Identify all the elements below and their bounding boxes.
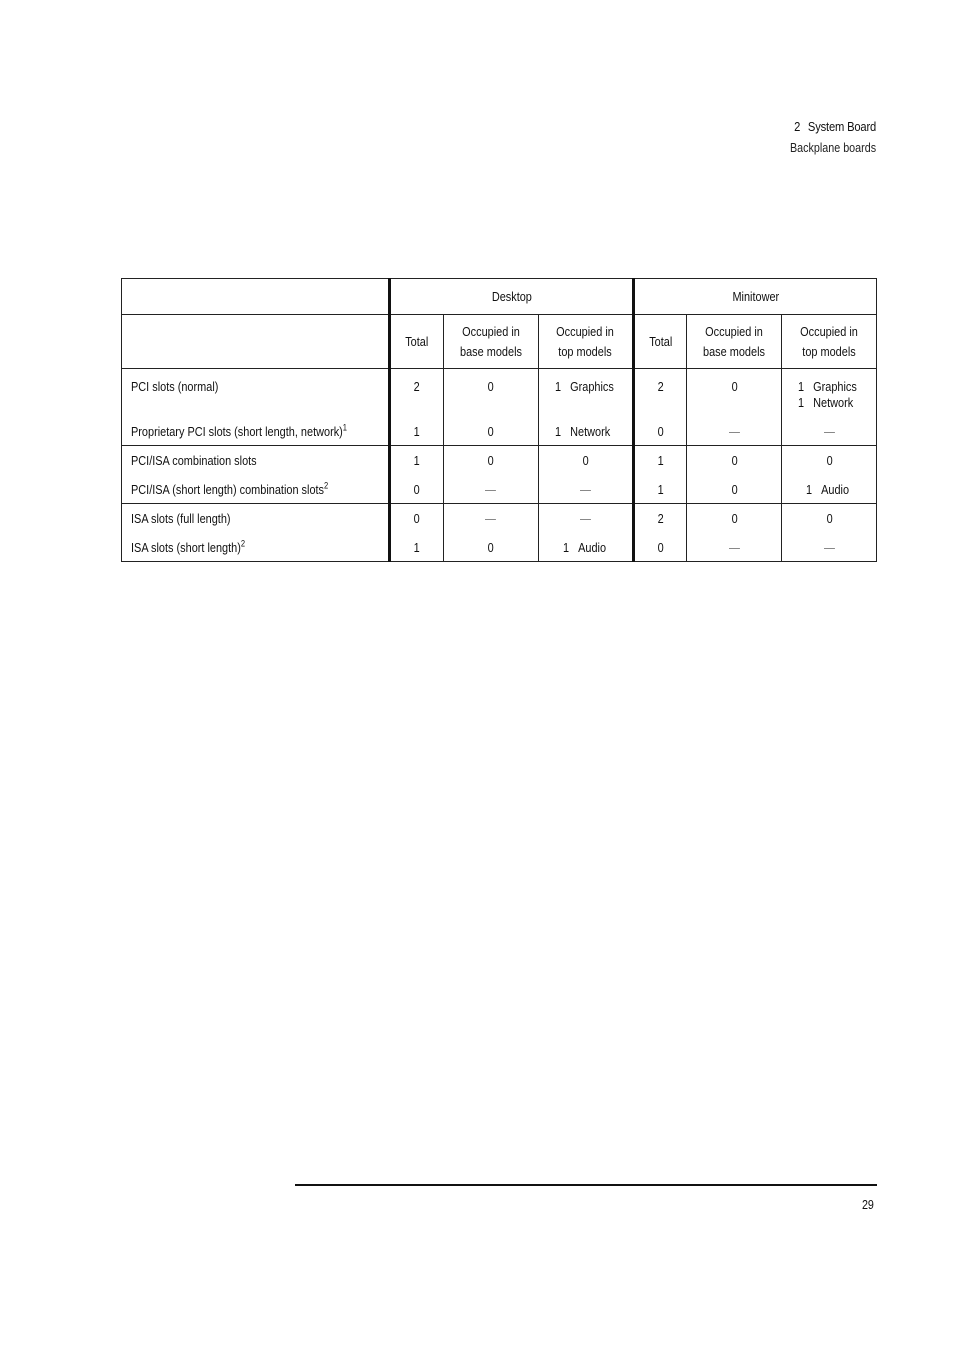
minitower-top-cell: — bbox=[782, 533, 877, 562]
desktop-total-cell: 0 bbox=[390, 475, 443, 504]
minitower-top-cell bbox=[782, 475, 877, 504]
table-row bbox=[122, 504, 877, 533]
footnote-marker: 2 bbox=[324, 480, 329, 491]
minitower-base-cell: 0 bbox=[687, 475, 782, 504]
table-row bbox=[122, 369, 877, 417]
row-label: PCI slots (normal) bbox=[122, 369, 390, 417]
minitower-base-cell: 0 bbox=[687, 504, 782, 533]
minitower-total-cell: 0 bbox=[633, 533, 686, 562]
occupied-item: 1 Graphics bbox=[798, 379, 858, 394]
chapter-number: 2 bbox=[794, 119, 801, 134]
table-row bbox=[122, 533, 877, 562]
minitower-total-cell: 1 bbox=[633, 475, 686, 504]
desktop-base-cell: 0 bbox=[443, 446, 538, 475]
occupied-item: 1 Audio bbox=[563, 539, 607, 555]
minitower-base-cell: 0 bbox=[687, 369, 782, 417]
occupied-item: 1 Graphics bbox=[555, 379, 614, 394]
footer-rule bbox=[295, 1184, 877, 1186]
table-row bbox=[122, 446, 877, 475]
occupied-item: 1 Audio bbox=[806, 481, 850, 497]
minitower-top-cell: — bbox=[782, 417, 877, 446]
table-row bbox=[122, 475, 877, 504]
column-header-row bbox=[122, 315, 877, 369]
desktop-top-cell: — bbox=[539, 504, 634, 533]
table-row bbox=[122, 417, 877, 446]
col-header-desktop-base: Occupied in base models bbox=[443, 315, 538, 369]
minitower-base-cell: — bbox=[687, 417, 782, 446]
row-label: ISA slots (short length)$^2$ bbox=[122, 533, 390, 562]
minitower-base-cell: 0 bbox=[687, 446, 782, 475]
row-label: PCI/ISA combination slots bbox=[122, 446, 390, 475]
desktop-total-cell: 0 bbox=[390, 504, 443, 533]
desktop-base-cell: 0 bbox=[443, 369, 538, 417]
minitower-total-cell: 2 bbox=[633, 504, 686, 533]
minitower-base-cell: — bbox=[687, 533, 782, 562]
desktop-top-cell bbox=[539, 533, 634, 562]
desktop-base-cell: 0 bbox=[443, 417, 538, 446]
col-header-minitower-top: Occupied in top models bbox=[782, 315, 877, 369]
running-header bbox=[776, 119, 876, 155]
minitower-top-cell: 0 bbox=[782, 446, 877, 475]
col-header-desktop-top: Occupied in top models bbox=[539, 315, 634, 369]
footnote-marker: 1 bbox=[342, 422, 348, 433]
desktop-total-cell: 1 bbox=[390, 446, 443, 475]
group-header-row bbox=[122, 279, 877, 315]
corner-cell bbox=[122, 279, 390, 315]
minitower-total-cell: 2 bbox=[633, 369, 686, 417]
minitower-total-cell: 1 bbox=[633, 446, 686, 475]
desktop-base-cell: — bbox=[443, 475, 538, 504]
chapter-title: System Board bbox=[807, 119, 876, 134]
row-label: PCI/ISA (short length) combination slots$^2$ bbox=[122, 475, 390, 504]
desktop-top-cell: 0 bbox=[539, 446, 634, 475]
desktop-base-cell: — bbox=[443, 504, 538, 533]
desktop-base-cell: 0 bbox=[443, 533, 538, 562]
row-label: Proprietary PCI slots (short length, network)$^1$ bbox=[122, 417, 390, 446]
minitower-top-cell: 0 bbox=[782, 504, 877, 533]
occupied-item: 1 Network bbox=[555, 423, 611, 439]
desktop-total-cell: 2 bbox=[390, 369, 443, 417]
desktop-top-cell bbox=[539, 369, 634, 417]
footnote-marker: 2 bbox=[240, 538, 246, 549]
section-title: Backplane boards bbox=[789, 141, 876, 155]
col-header-desktop-total: Total bbox=[390, 315, 443, 369]
desktop-total-cell: 1 bbox=[390, 533, 443, 562]
desktop-total-cell: 1 bbox=[390, 417, 443, 446]
col-header-minitower-total: Total bbox=[633, 315, 686, 369]
corner-cell-2 bbox=[122, 315, 390, 369]
desktop-top-cell: — bbox=[539, 475, 634, 504]
occupied-item: 1 Network bbox=[798, 395, 854, 410]
group-header-desktop: Desktop bbox=[390, 279, 633, 315]
col-header-minitower-base: Occupied in base models bbox=[687, 315, 782, 369]
page-number: 29 bbox=[862, 1198, 874, 1212]
row-label: ISA slots (full length) bbox=[122, 504, 390, 533]
minitower-total-cell: 0 bbox=[633, 417, 686, 446]
backplane-slots-table bbox=[121, 278, 877, 562]
minitower-top-cell bbox=[782, 369, 877, 417]
desktop-top-cell bbox=[539, 417, 634, 446]
chapter-heading bbox=[790, 119, 876, 134]
group-header-minitower: Minitower bbox=[633, 279, 876, 315]
